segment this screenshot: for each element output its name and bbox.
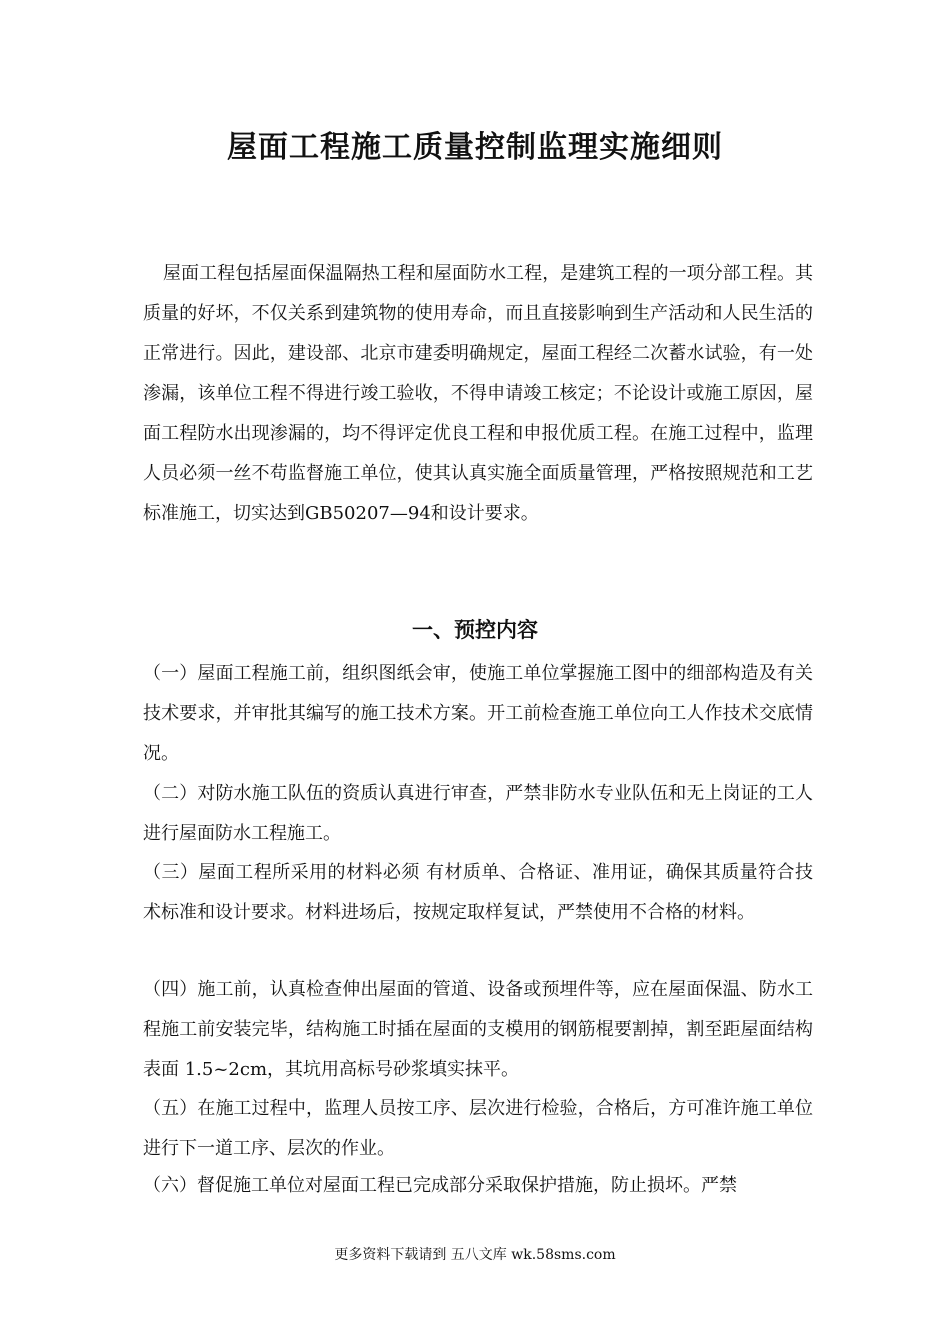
list-item-4: （四）施工前，认真检查伸出屋面的管道、设备或预埋件等，应在屋面保温、防水工程施工前安装完毕，结构施工时插在屋面的支模用的钢筋棍要割掉，割至距屋面结构表面 1.5~2cm，其坑用高标号砂浆填实抹平。 [143,979,813,1080]
list-item-1: （一）屋面工程施工前，组织图纸会审，使施工单位掌握施工图中的细部构造及有关技术要求，并审批其编写的施工技术方案。开工前检查施工单位向工人作技术交底情况。 [143,663,813,764]
list-item-2: （二）对防水施工队伍的资质认真进行审查，严禁非防水专业队伍和无上岗证的工人进行屋面防水工程施工。 [143,783,813,844]
list-item-6: （六）督促施工单位对屋面工程已完成部分采取保护措施，防止损坏。严禁 [143,1175,737,1196]
document-title: 屋面工程施工质量控制监理实施细则 [227,130,723,165]
footer-download-link[interactable]: 更多资料下载请到 五八文库 wk.58sms.com [334,1247,616,1263]
intro-paragraph: 屋面工程包括屋面保温隔热工程和屋面防水工程，是建筑工程的一项分部工程。其质量的好坏，不仅关系到建筑物的使用寿命，而且直接影响到生产活动和人民生活的正常进行。因此，建设部、北京市建委明确规定，屋面工程经二次蓄水试验，有一处渗漏，该单位工程不得进行竣工验收，不得申请竣工核定；不论设计或施工原因，屋面工程防水出现渗漏的，均不得评定优良工程和申报优质工程。在施工过程中，监理人员必须一丝不苟监督施工单位，使其认真实施全面质量管理，严格按照规范和工艺标准施工，切实达到GB50207—94和设计要求。 [143,263,813,524]
section-heading-preventive-control: 一、预控内容 [412,617,538,642]
list-item-3: （三）屋面工程所采用的材料必须 有材质单、合格证、准用证，确保其质量符合技术标准和设计要求。材料进场后，按规定取样复试，严禁使用不合格的材料。 [143,862,813,923]
list-item-5: （五）在施工过程中，监理人员按工序、层次进行检验，合格后，方可准许施工单位进行下一道工序、层次的作业。 [143,1098,813,1159]
